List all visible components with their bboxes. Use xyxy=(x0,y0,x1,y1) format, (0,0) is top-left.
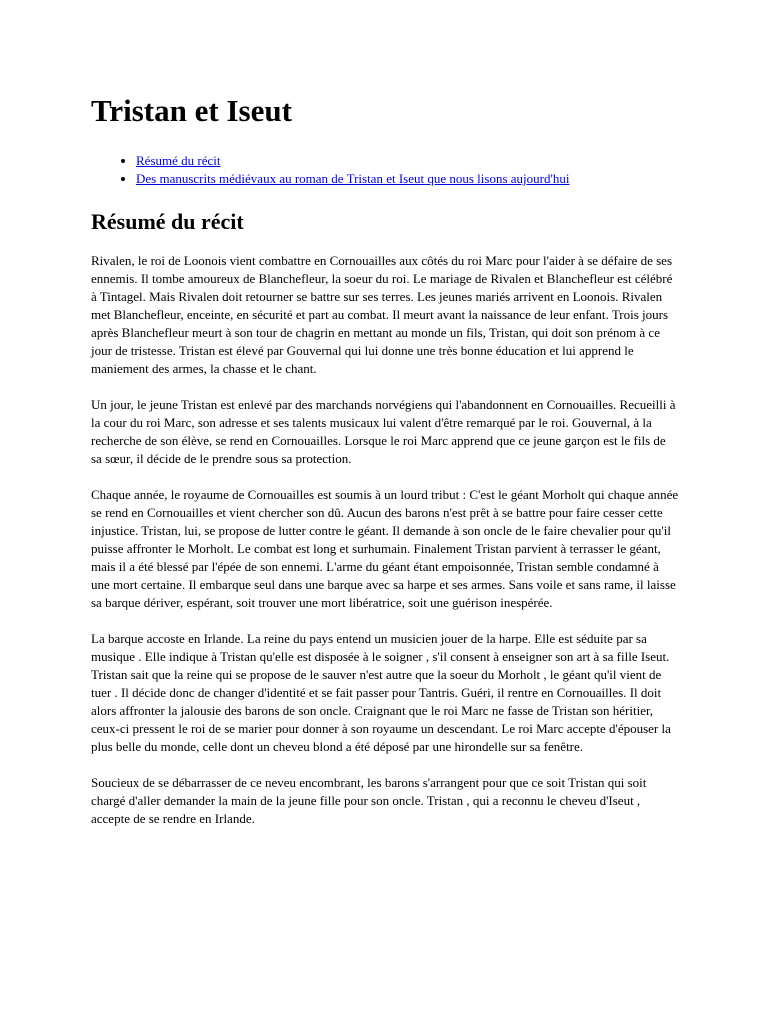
toc-item xyxy=(136,170,679,188)
page-title: Tristan et Iseut xyxy=(91,93,292,128)
toc-item xyxy=(136,152,679,170)
toc-link-manuscrits[interactable]: Des manuscrits médiévaux au roman de Tristan et Iseut que nous lisons aujourd'hui xyxy=(136,171,570,186)
section-heading: Résumé du récit xyxy=(91,209,244,234)
paragraph-3: Chaque année, le royaume de Cornouailles est soumis à un lourd tribut : C'est le géant Morholt qui chaque année se rend en Cornouailles et vient chercher son dû. Aucun des barons n'est prêt à se battre pour faire cesser cette injustice. Tristan, lui, se propose de lutter contre le géant. Il demande à son oncle de le faire chevalier pour qu'il puisse affronter le Morholt. Le combat est long et surhumain. Finalement Tristan parvient à terrasser le géant, mais il a été blessé par l'épée de son ennemi. L'arme du géant étant empoisonnée, Tristan semble condamné à une mort certaine. Il embarque seul dans une barque avec sa harpe et ses armes. Sans voile et sans rame, il laisse sa barque dériver, espérant, soit trouver une mort libératrice, soit une guérison inespérée. xyxy=(91,487,679,610)
table-of-contents xyxy=(91,152,679,188)
paragraph-4: La barque accoste en Irlande. La reine du pays entend un musicien jouer de la harpe. Elle est séduite par sa musique . Elle indique à Tristan qu'elle est disposée à le soigner , s'il consent à enseigner son art à sa fille Iseut. Tristan sait que la reine qui se propose de le sauver n'est autre que la soeur du Morholt , le géant qu'il vient de tuer . Il décide donc de changer d'identité et se fait passer pour Tantris. Guéri, il rentre en Cornouailles. Il doit alors affronter la jalousie des barons de son oncle. Craignant que le roi Marc ne fasse de Tristan son héritier, ceux-ci pressent le roi de se marier pour donner à son royaume un descendant. Le roi Marc accepte d'épouser la plus belle du monde, celle dont un cheveu blond a été déposé par une hirondelle sur sa fenêtre. xyxy=(91,631,671,754)
paragraph-5: Soucieux de se débarrasser de ce neveu encombrant, les barons s'arrangent pour que ce soit Tristan qui soit chargé d'aller demander la main de la jeune fille pour son oncle. Tristan , qui a reconnu le cheveu d'Iseut , accepte de se rendre en Irlande. xyxy=(91,775,647,826)
paragraph-2: Un jour, le jeune Tristan est enlevé par des marchands norvégiens qui l'abandonnent en Cornouailles. Recueilli à la cour du roi Marc, son adresse et ses talents musicaux lui valent d'être remarqué par le roi. Gouvernal, à la recherche de son élève, se rend en Cornouailles. Lorsque le roi Marc apprend que ce jeune garçon est le fils de sa sœur, il décide de le prendre sous sa protection. xyxy=(91,397,676,466)
toc-link-resume[interactable]: Résumé du récit xyxy=(136,153,221,168)
paragraph-1: Rivalen, le roi de Loonois vient combattre en Cornouailles aux côtés du roi Marc pour l'aider à se défaire de ses ennemis. Il tombe amoureux de Blanchefleur, la soeur du roi. Le mariage de Rivalen et Blanchefleur est célébré à Tintagel. Mais Rivalen doit retourner se battre sur ses terres. Les jeunes mariés arrivent en Loonois. Rivalen met Blanchefleur, enceinte, en sécurité et part au combat. Il meurt avant la naissance de leur enfant. Trois jours après Blanchefleur meurt à son tour de chagrin en mettant au monde un fils, Tristan, qui doit son prénom à ce jour de tristesse. Tristan est élevé par Gouvernal qui lui donne une très bonne éducation et lui apprend le maniement des armes, la chasse et le chant. xyxy=(91,253,673,376)
